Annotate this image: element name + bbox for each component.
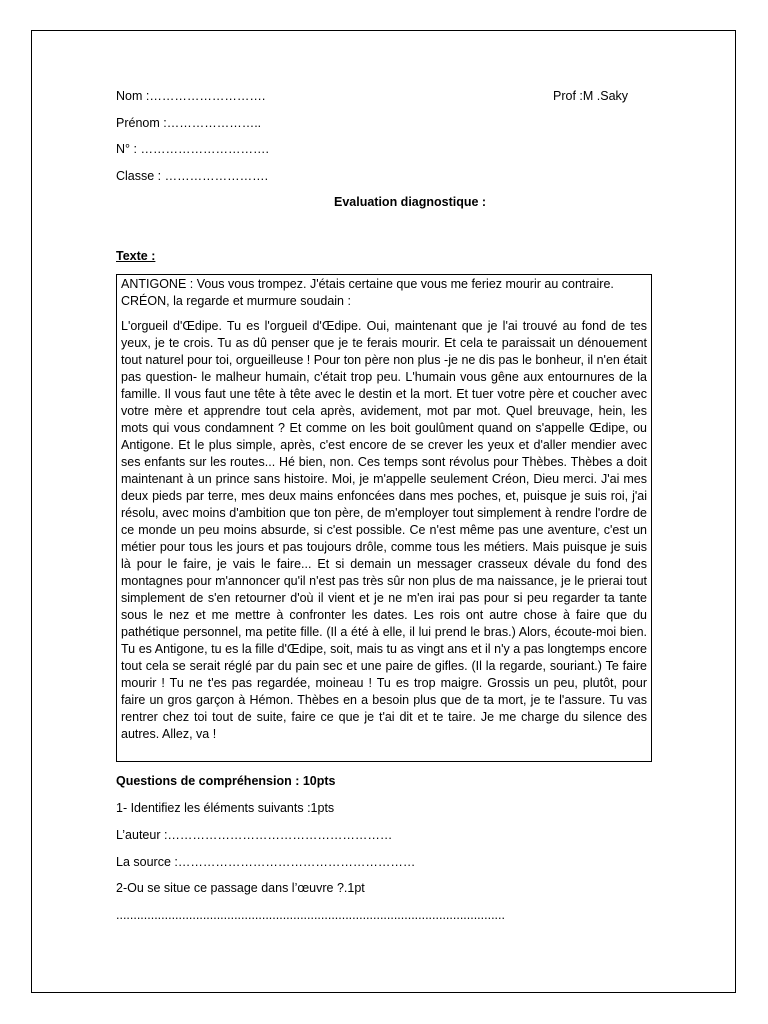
question-2: 2-Ou se situe ce passage dans l’œuvre ?.1pt — [116, 881, 365, 895]
creon-stage-direction: CRÉON, la regarde et murmure soudain : — [121, 294, 351, 308]
antigone-line: ANTIGONE : Vous vous trompez. J'étais certaine que vous me feriez mourir au contraire. — [121, 277, 614, 291]
texte-label: Texte : — [116, 249, 156, 263]
creon-monologue: L'orgueil d'Œdipe. Tu es l'orgueil d'Œdipe. Oui, maintenant que je l'ai trouvé au fond de tes yeux, je te crois. Tu as dû penser que je te ferais mourir. Et cela te paraissait un dénouement tout naturel pour toi, orgueilleuse ! Pour ton père non plus -je ne dis pas le bonheur, il n'en était pas question- le malheur humain, c'était trop peu. L'humain vous gêne aux entournures de la famille. Il vous faut une tête à tête avec le destin et la mort. Et tuer votre père et coucher avec votre mère et apprendre tout cela après, avidement, mot par mot. Quel breuvage, hein, les mots qui vous condamnent ? Et comme on les boit goulûment quand on s'appelle Œdipe, ou Antigone. Et le plus simple, après, c'est encore de se crever les yeux et d'aller mendier avec ses enfants sur les routes... Hé bien, non. Ces temps sont révolus pour Thèbes. Thèbes a doit maintenant à un prince sans histoire. Moi, je m'appelle seulement Créon, Dieu merci. J'ai mes deux pieds par terre, mes deux mains enfoncées dans mes poches, et, puisque je suis roi, j'ai résolu, avec moins d'ambition que ton père, de m'employer tout simplement à rendre l'ordre de ce monde un peu moins absurde, si c'est possible. Ce n'est même pas une aventure, c'est un métier pour tous les jours et pas toujours drôle, comme tous les métiers. Mais puisque je suis là pour le faire, je vais le faire... Et si demain un messager crasseux dévale du fond des montagnes pour m'annoncer qu'il n'est pas très sûr non plus de ma naissance, je le prierai tout simplement de s'en retourner d'où il vient et je ne m'en irai pas pour si peu regarder ta tante sous le nez et me mettre à confronter les dates. Les rois ont autre chose à faire que du pathétique personnel, ma petite fille. (Il a été à elle, il lui prend le bras.) Alors, écoute-moi bien. Tu es Antigone, tu es la fille d'Œdipe, soit, mais tu as vingt ans et il n'y a pas longtemps encore tout cela se serait réglé par du pain sec et une paire de gifles. (Il la regarde, souriant.) Te faire mourir ! Tu ne t'es pas regardée, moineau ! Tu es trop maigre. Grossis un peu, plutôt, pour faire un gros garçon à Hémon. Thèbes en a besoin plus que de ta mort, je te l'assure. Tu vas rentrer chez toi tout de suite, faire ce que je t'ai dit et te taire. Je me charge du silence des autres. Allez, va ! — [121, 319, 647, 741]
answer-line: ................................................................................................................ — [116, 908, 505, 922]
source-field: La source :………………………………………………… — [116, 855, 416, 869]
page-title: Evaluation diagnostique : — [334, 195, 487, 209]
intro-lines — [121, 276, 647, 310]
questions-heading: Questions de compréhension : 10pts — [116, 774, 336, 788]
prof-name: Prof :M .Saky — [553, 89, 629, 103]
classe-field: Classe : ……………………. — [116, 169, 269, 183]
text-excerpt-box — [116, 274, 652, 762]
auteur-field: L’auteur :……………………………………………… — [116, 828, 393, 842]
question-1: 1- Identifiez les éléments suivants :1pts — [116, 801, 335, 815]
prenom-field: Prénom :………………….. — [116, 116, 262, 130]
nom-field: Nom :………………………. — [116, 89, 266, 103]
numero-field: N° : …………………………. — [116, 142, 269, 156]
